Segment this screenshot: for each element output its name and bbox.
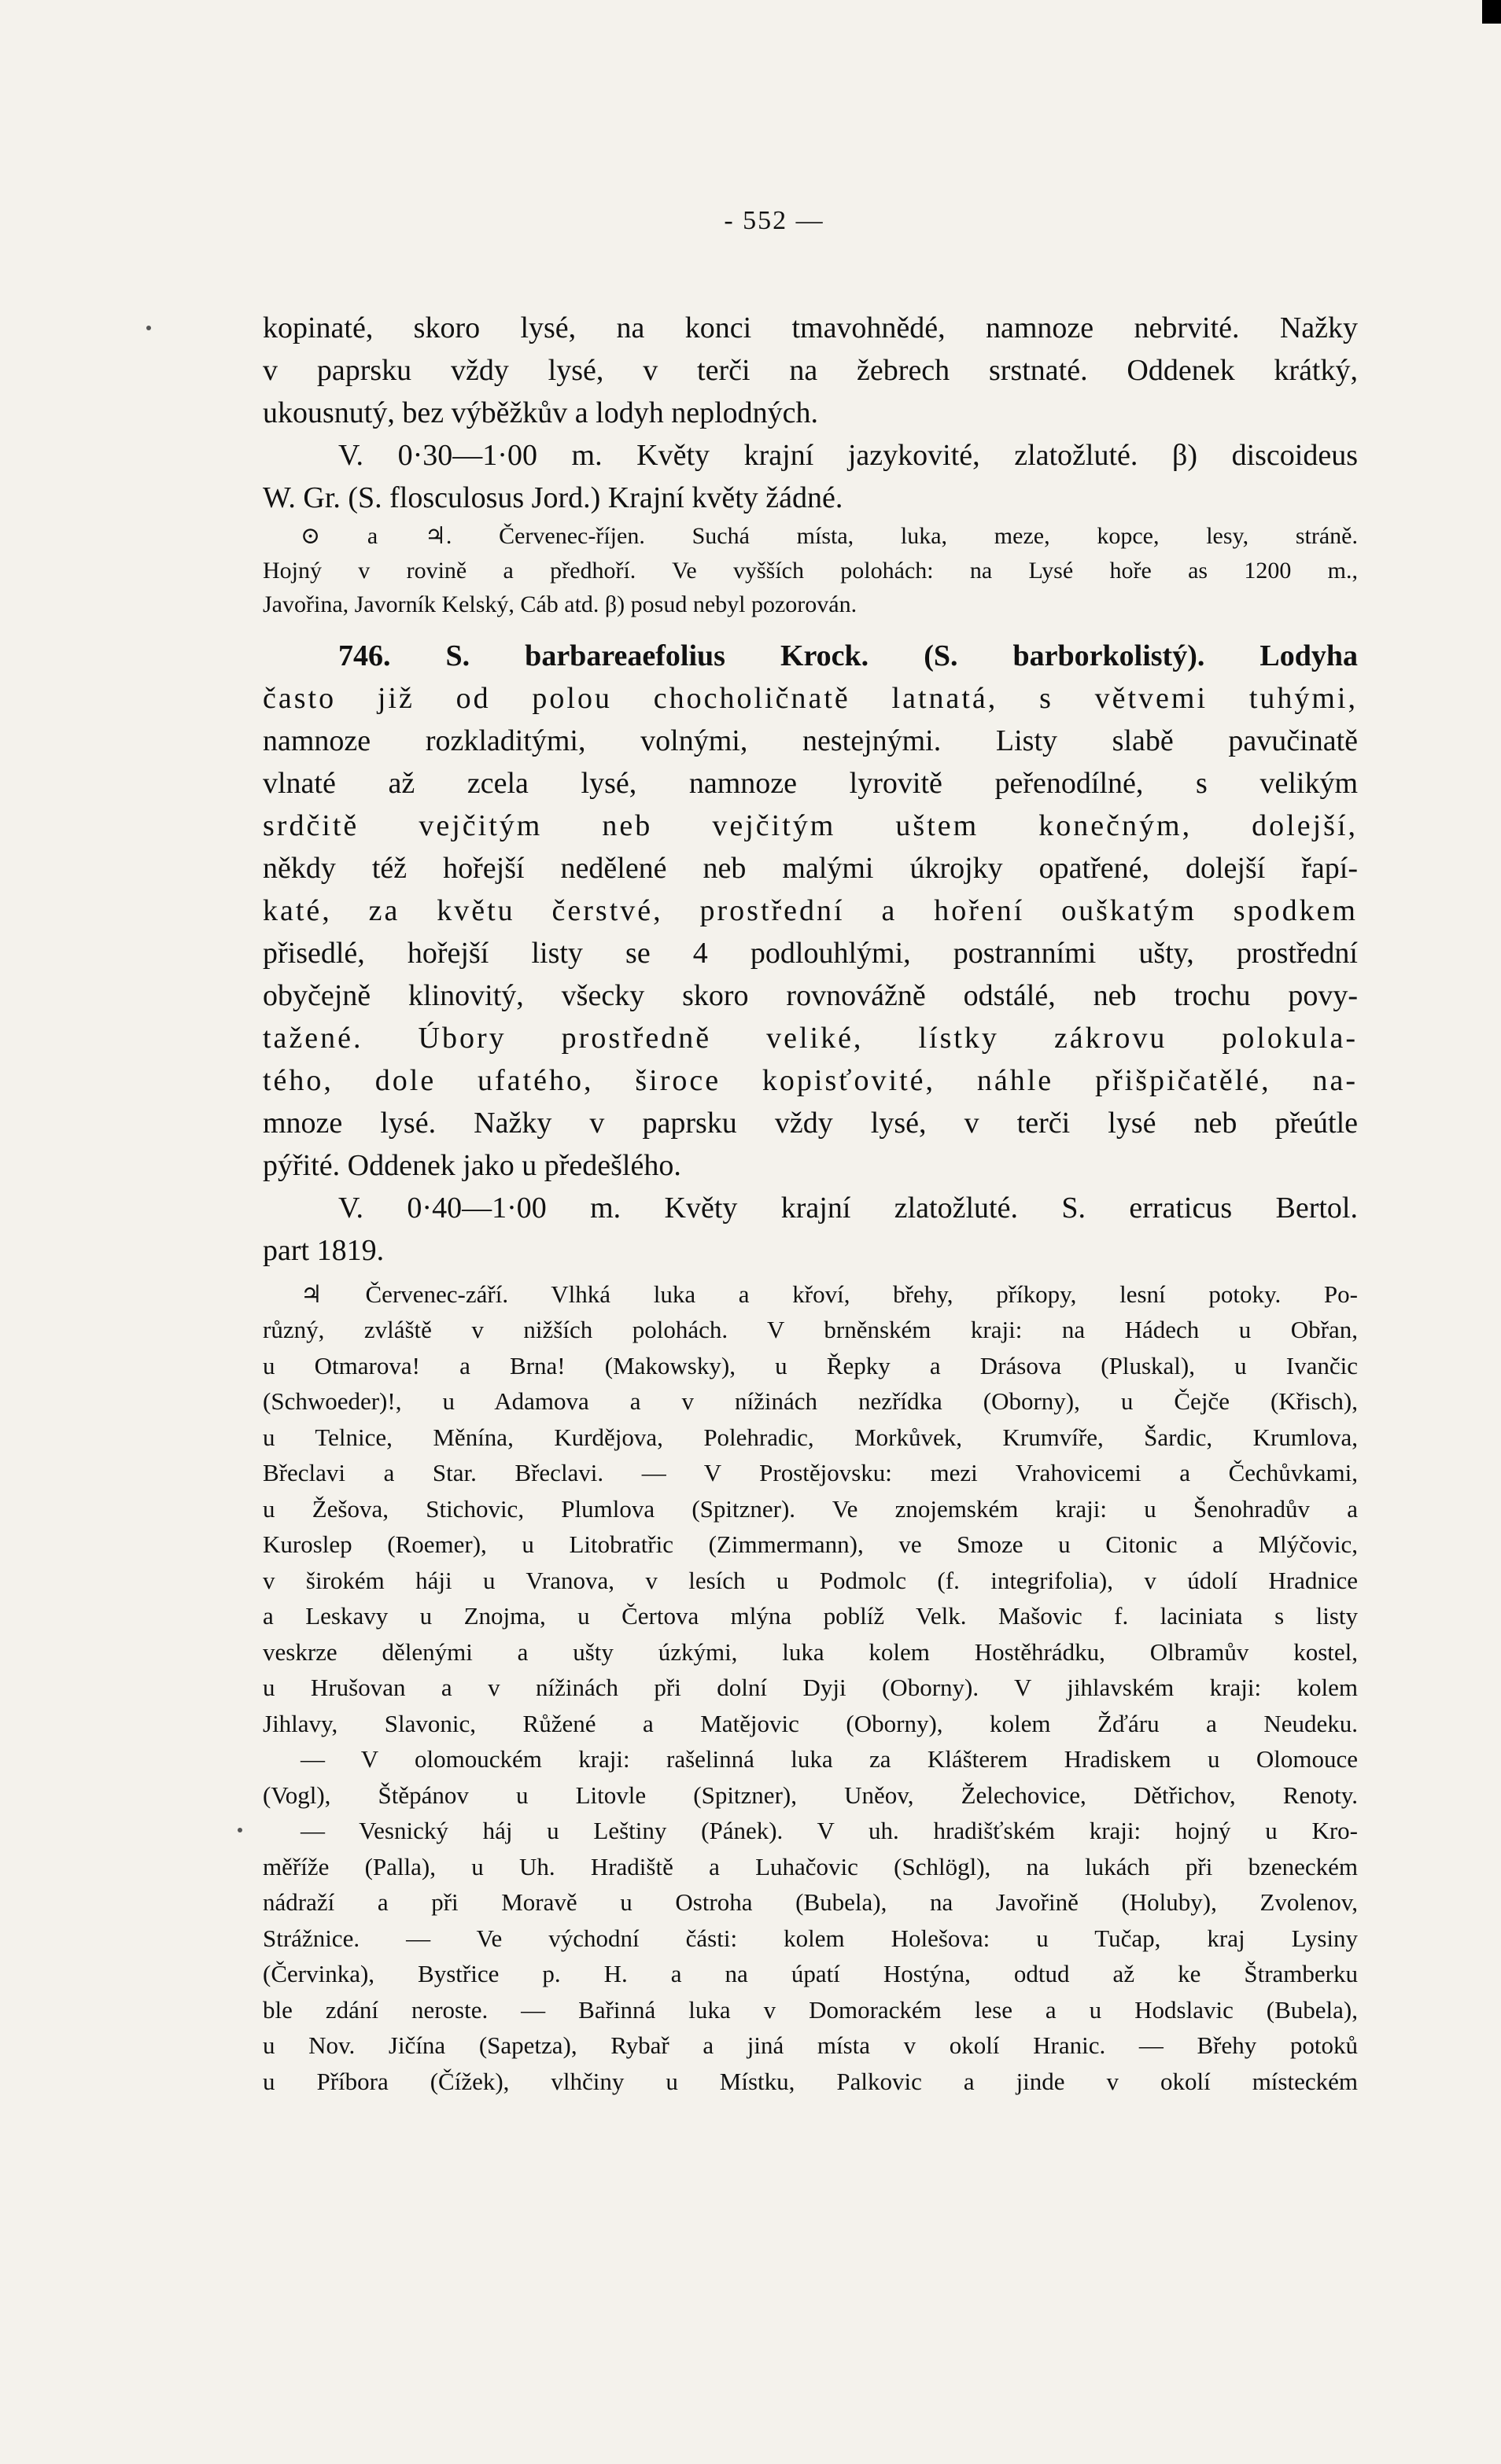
text-line: různý, zvláště v nižších polohách. V brněnském kraji: na Hádech u Obřan, [263, 1316, 1358, 1343]
text-line: u Nov. Jičína (Sapetza), Rybař a jiná místa v okolí Hranic. — Břehy potoků [263, 2031, 1358, 2059]
text-line: katé, za květu čerstvé, prostřední a hoření ouškatým spodkem [263, 893, 1358, 927]
text-line: Strážnice. — Ve východní části: kolem Holešova: u Tučap, kraj Lysiny [263, 1924, 1358, 1952]
text-line: u Hrušovan a v nížinách při dolní Dyji (Oborny). V jihlavském kraji: kolem [263, 1674, 1358, 1701]
text-line: tažené. Úbory prostředně veliké, lístky zákrovu polokula- [263, 1021, 1358, 1055]
text-line: pýřité. Oddenek jako u předešlého. [263, 1148, 681, 1182]
text-line: — V olomouckém kraji: rašelinná luka za Klášterem Hradiskem u Olomouce [301, 1745, 1358, 1773]
scan-corner-mark [1482, 0, 1501, 24]
text-line: (Schwoeder)!, u Adamova a v nížinách nezřídka (Oborny), u Čejče (Křisch), [263, 1387, 1358, 1415]
text-line: — Vesnický háj u Leštiny (Pánek). V uh. hradišťském kraji: hojný u Kro- [301, 1817, 1358, 1844]
text-line: Javořina, Javorník Kelský, Cáb atd. β) posud nebyl pozorován. [263, 591, 857, 617]
text-line: měříže (Palla), u Uh. Hradiště a Luhačovic (Schlögl), na lukách při bzeneckém [263, 1852, 1358, 1880]
text-line: u Příbora (Čížek), vlhčiny u Místku, Palkovic a jinde v okolí místeckém [263, 2067, 1358, 2095]
text-line: Kuroslep (Roemer), u Litobratřic (Zimmermann), ve Smoze u Citonic a Mlýčovic, [263, 1530, 1358, 1558]
text-line: Břeclavi a Star. Břeclavi. — V Prostějovsku: mezi Vrahovicemi a Čechůvkami, [263, 1459, 1358, 1486]
text-line: někdy též hořejší nedělené neb malými úkrojky opatřené, dolejší řapí- [263, 851, 1358, 885]
text-line: často již od polou chocholičnatě latnatá, s větvemi tuhými, [263, 681, 1358, 715]
page-number: - 552 — [724, 206, 824, 235]
text-line: kopinaté, skoro lysé, na konci tmavohnědé, namnoze nebrvité. Nažky [263, 311, 1358, 344]
text-line: ♃ Červenec-září. Vlhká luka a křoví, břehy, příkopy, lesní potoky. Po- [301, 1280, 1358, 1308]
text-line: namnoze rozkladitými, volnými, nestejnými. Listy slabě pavučinatě [263, 724, 1358, 757]
text-line: W. Gr. (S. flosculosus Jord.) Krajní květy žádné. [263, 481, 843, 514]
species-heading: 746. S. barbareaefolius Krock. (S. barborkolistý). Lodyha [338, 639, 1358, 672]
intro-block [263, 307, 1358, 519]
habitat-block [263, 519, 1358, 622]
text-line: v paprsku vždy lysé, v terči na žebrech srstnaté. Oddenek krátký, [263, 354, 1358, 387]
text-line: veskrze dělenými a ušty úzkými, luka kolem Hostěhrádku, Olbramův kostel, [263, 1637, 1358, 1666]
text-line: V. 0·40—1·00 m. Květy krajní zlatožluté. S. erraticus Bertol. [338, 1191, 1358, 1225]
text-line: ⊙ a ♃. Červenec-říjen. Suchá místa, luka, meze, kopce, lesy, stráně. [301, 523, 1358, 549]
text-line: a Leskavy u Znojma, u Čertova mlýna poblíž Velk. Mašovic f. laciniata s listy [263, 1602, 1358, 1630]
text-line: part 1819. [263, 1233, 385, 1267]
text-line: nádraží a při Moravě u Ostroha (Bubela), na Javořině (Holuby), Zvolenov, [263, 1888, 1358, 1916]
text-line: tého, dole ufatého, široce kopisťovité, náhle přišpičatělé, na- [263, 1063, 1358, 1097]
text-line: v širokém háji u Vranova, v lesích u Podmolc (f. integrifolia), v údolí Hradnice [263, 1566, 1358, 1594]
text-line: Jihlavy, Slavonic, Růžené a Matějovic (Oborny), kolem Žďáru a Neudeku. [263, 1709, 1358, 1737]
text-line: ble zdání neroste. — Bařinná luka v Domorackém lese a u Hodslavic (Bubela), [263, 1995, 1358, 2024]
margin-speck [238, 1828, 242, 1832]
text-line: (Vogl), Štěpánov u Litovle (Spitzner), Uněov, Želechovice, Dětřichov, Renoty. [263, 1781, 1358, 1809]
distribution-block [263, 1276, 1358, 2100]
text-line: u Žešova, Stichovic, Plumlova (Spitzner). Ve znojemském kraji: u Šenohradův a [263, 1494, 1358, 1523]
text-line: vlnaté až zcela lysé, namnoze lyrovitě peřenodílné, s velikým [263, 766, 1358, 800]
text-line: u Telnice, Měnína, Kurdějova, Polehradic, Morkůvek, Krumvíře, Šardic, Krumlova, [263, 1423, 1358, 1451]
page-body [263, 307, 1358, 2099]
text-line: (Červinka), Bystřice p. H. a na úpatí Hostýna, odtud až ke Štramberku [263, 1960, 1358, 1987]
text-line: V. 0·30—1·00 m. Květy krajní jazykovité, zlatožluté. β) discoideus [338, 439, 1358, 472]
text-line: srdčitě vejčitým neb vejčitým uštem konečným, dolejší, [263, 808, 1358, 842]
text-line: mnoze lysé. Nažky v paprsku vždy lysé, v terči lysé neb přeútle [263, 1106, 1358, 1140]
text-line: přisedlé, hořejší listy se 4 podlouhlými, postranními ušty, prostřední [263, 936, 1358, 970]
margin-speck [146, 326, 151, 330]
text-line: obyčejně klinovitý, všecky skoro rovnovážně odstálé, neb trochu povy- [263, 978, 1358, 1012]
text-line: Hojný v rovině a předhoří. Ve vyšších polohách: na Lysé hoře as 1200 m., [263, 557, 1358, 584]
text-line: u Otmarova! a Brna! (Makowsky), u Řepky a Drásova (Pluskal), u Ivančic [263, 1351, 1358, 1379]
text-line: ukousnutý, bez výběžkův a lodyh neplodných. [263, 396, 819, 429]
species-block [263, 635, 1358, 1272]
